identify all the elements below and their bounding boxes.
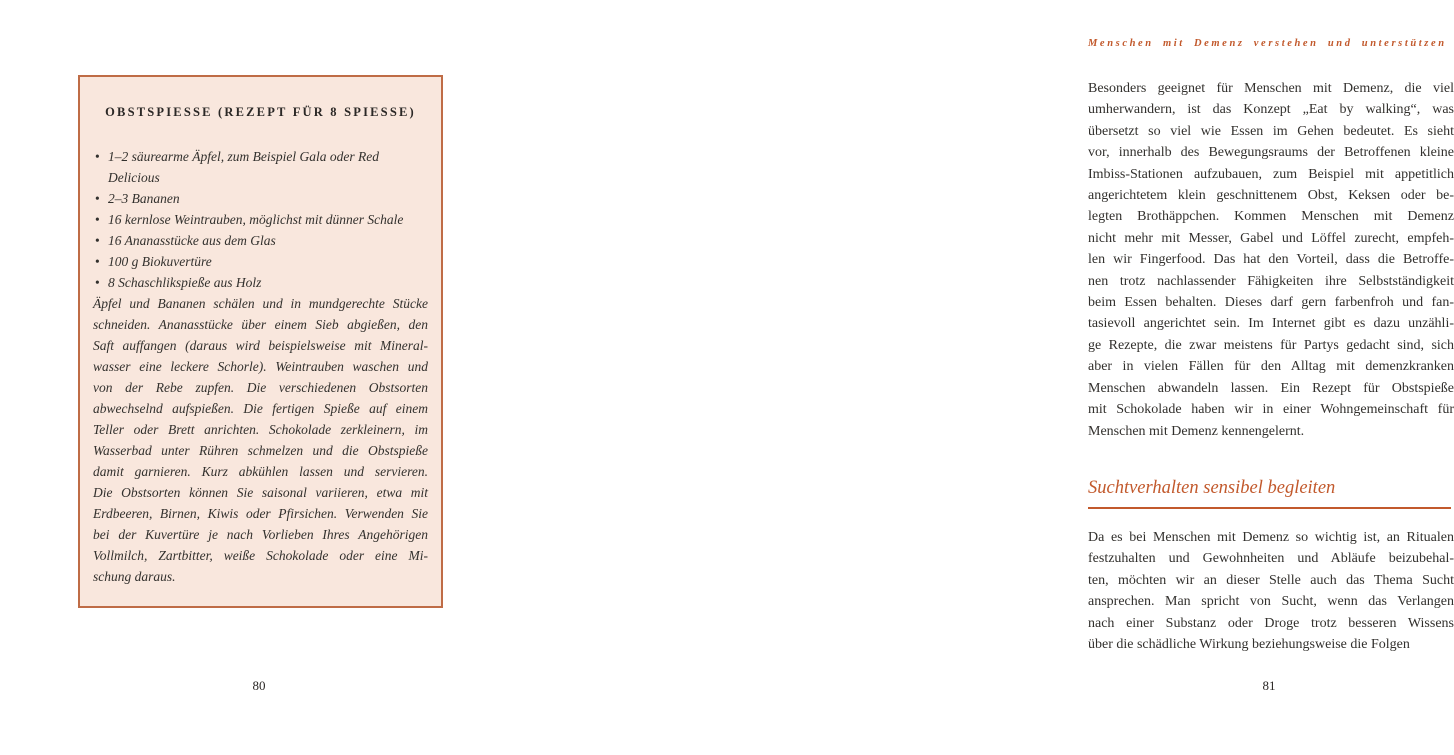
text-line: ge Rezepte, die zwar meistens für Partys gedacht sind, sich <box>1088 337 1454 353</box>
text-line: Menschen mit Demenz kennengelernt. <box>1088 423 1305 439</box>
bullet-icon: • <box>95 212 100 227</box>
text-line: schung daraus. <box>93 569 176 584</box>
text-line: wasser eine leckere Schorle). Weintrauben waschen und <box>93 359 428 374</box>
ingredient-text: 100 g Biokuvertüre <box>108 254 212 269</box>
page-right <box>510 0 1454 755</box>
text-line: Wasserbad unter Rühren schmelzen und die Obstspieße <box>93 443 428 458</box>
body-paragraph-1 <box>1088 78 1454 442</box>
text-line: aber in vielen Fällen für den Alltag mit demenzkranken <box>1088 359 1454 375</box>
text-line: angerichtetem klein geschnittenem Obst, Keksen oder be- <box>1088 188 1454 204</box>
text-line: Teller oder Brett anrichten. Schokolade zerkleinern, im <box>93 422 428 437</box>
ingredient-text: 1–2 säurearme Äpfel, zum Beispiel Gala oder Red Delicious <box>108 149 379 185</box>
ingredient-item <box>93 146 428 188</box>
text-line: tasievoll angerichtet sein. Im Internet gibt es dazu unzähli- <box>1088 316 1454 332</box>
text-line: Menschen abwandeln lassen. Ein Rezept für Obstspieße <box>1088 380 1454 396</box>
recipe-box <box>78 75 443 608</box>
text-line: Besonders geeignet für Menschen mit Demenz, die viel <box>1088 81 1454 96</box>
bullet-icon: • <box>95 233 100 248</box>
text-line: ten, möchten wir an dieser Stelle auch das Thema Sucht <box>1088 572 1454 588</box>
ingredient-item <box>93 230 428 251</box>
text-line: Da es bei Menschen mit Demenz so wichtig ist, an Ritualen <box>1088 530 1454 545</box>
ingredient-list <box>93 146 428 293</box>
text-line: abwechselnd aufspießen. Die fertigen Spieße auf einem <box>93 401 428 416</box>
page-left <box>0 0 510 755</box>
bullet-icon: • <box>95 275 100 290</box>
text-line: ansprechen. Man spricht von Sucht, wenn das Verlangen <box>1088 594 1454 610</box>
text-line: Vollmilch, Zartbitter, weiße Schokolade oder eine Mi- <box>93 548 428 563</box>
section-heading: Suchtverhalten sensibel begleiten <box>1088 478 1336 498</box>
page-number-right: 81 <box>1262 678 1276 693</box>
text-line: Imbiss-Stationen aufzubauen, zum Beispiel mit appetitlich <box>1088 166 1454 182</box>
text-line: Erdbeeren, Birnen, Kiwis oder Pfirsichen. Verwenden Sie <box>93 506 428 521</box>
ingredient-item <box>93 209 428 230</box>
text-line: von der Rebe zupfen. Die verschiedenen Obstsorten <box>93 380 428 395</box>
bullet-icon: • <box>95 191 100 206</box>
text-line: nicht mehr mit Messer, Gabel und Löffel zurecht, empfeh- <box>1088 230 1454 246</box>
body-paragraph-2 <box>1088 527 1454 655</box>
ingredient-item <box>93 251 428 272</box>
bullet-icon: • <box>95 254 100 269</box>
text-line: Saft auffangen (daraus wird beispielsweise mit Mineral- <box>93 338 428 353</box>
text-line: damit garnieren. Kurz abkühlen lassen und servieren. <box>93 464 428 479</box>
bullet-icon: • <box>95 149 100 164</box>
ingredient-text: 16 kernlose Weintrauben, möglichst mit dünner Schale <box>108 212 404 227</box>
text-line: übersetzt so viel wie Essen im Gehen bedeutet. Es sieht <box>1088 123 1454 139</box>
ingredient-item <box>93 188 428 209</box>
text-line: festzuhalten und Gewohnheiten und Abläufe beizubehal- <box>1088 551 1454 567</box>
ingredient-text: 16 Ananasstücke aus dem Glas <box>108 233 276 248</box>
text-line: nen trotz nachlassender Fähigkeiten ihre Selbstständigkeit <box>1088 273 1454 289</box>
page-number-left: 80 <box>252 678 266 693</box>
recipe-instructions <box>93 293 428 587</box>
text-line: beim Essen behalten. Dieses darf gern farbenfroh und fan- <box>1088 295 1454 311</box>
text-line: Äpfel und Bananen schälen und in mundgerechte Stücke <box>93 296 428 311</box>
text-line: schneiden. Ananasstücke über einem Sieb abgießen, den <box>93 317 428 332</box>
ingredient-item <box>93 272 428 293</box>
text-line: vor, innerhalb des Bewegungsraums der Betroffenen kleine <box>1088 145 1454 161</box>
text-line: bei der Kuvertüre je nach Vorlieben Ihres Angehörigen <box>93 527 428 542</box>
ingredient-text: 8 Schaschlikspieße aus Holz <box>108 275 262 290</box>
text-line: nach einer Substanz oder Droge trotz besseren Wissens <box>1088 615 1454 631</box>
text-line: len wir Fingerfood. Das hat den Vorteil, dass die Betroffe- <box>1088 252 1454 268</box>
text-line: mit Schokolade haben wir in einer Wohngemeinschaft für <box>1088 402 1454 418</box>
text-line: Die Obstsorten können Sie saisonal variieren, etwa mit <box>93 485 428 500</box>
text-line: über die schädliche Wirkung beziehungsweise die Folgen <box>1088 637 1410 653</box>
running-header: Menschen mit Demenz verstehen und unterstützen <box>1088 38 1447 49</box>
text-line: umherwandern, ist das Konzept „Eat by walking“, was <box>1088 102 1454 118</box>
text-line: legten Brothäppchen. Kommen Menschen mit Demenz <box>1088 209 1454 225</box>
recipe-title: OBSTSPIESSE (REZEPT FÜR 8 SPIESSE) <box>105 105 416 119</box>
section-rule <box>1088 507 1451 509</box>
ingredient-text: 2–3 Bananen <box>108 191 180 206</box>
